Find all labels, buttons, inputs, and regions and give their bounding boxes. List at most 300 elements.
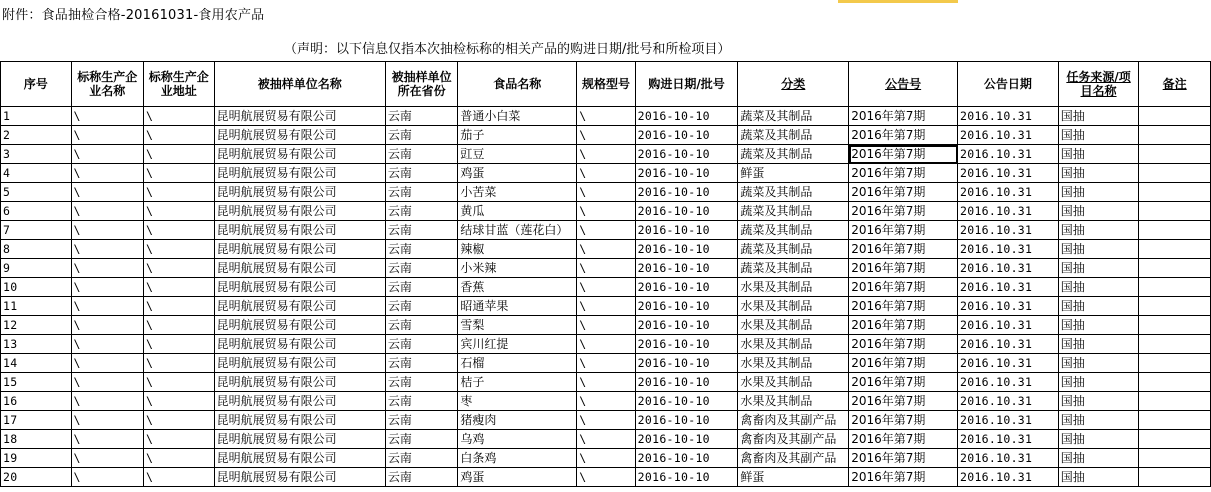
cell-task-source[interactable]: 国抽 xyxy=(1058,392,1139,411)
cell-province[interactable]: 云南 xyxy=(385,221,458,240)
col-header-producer-name[interactable]: 标称生产企业名称 xyxy=(71,62,144,107)
cell-sampled-unit[interactable]: 昆明航展贸易有限公司 xyxy=(214,278,385,297)
cell-remarks[interactable] xyxy=(1139,183,1211,202)
cell-producer-name[interactable]: \ xyxy=(71,107,144,126)
cell-announcement-no[interactable]: 2016年第7期 xyxy=(849,202,958,221)
cell-category[interactable]: 水果及其制品 xyxy=(738,373,849,392)
table-row xyxy=(1,297,1211,316)
cell-remarks[interactable] xyxy=(1139,335,1211,354)
cell-producer-address[interactable]: \ xyxy=(144,240,215,259)
cell-spec[interactable]: \ xyxy=(577,107,635,126)
cell-category[interactable]: 鲜蛋 xyxy=(738,164,849,183)
cell-category[interactable]: 水果及其制品 xyxy=(738,354,849,373)
cell-announcement-date[interactable]: 2016.10.31 xyxy=(958,373,1059,392)
cell-date-batch[interactable]: 2016-10-10 xyxy=(635,297,738,316)
cell-producer-name[interactable]: \ xyxy=(71,297,144,316)
cell-task-source[interactable]: 国抽 xyxy=(1058,297,1139,316)
cell-province[interactable]: 云南 xyxy=(385,240,458,259)
col-header-date-batch[interactable]: 购进日期/批号 xyxy=(635,62,738,107)
cell-remarks[interactable] xyxy=(1139,221,1211,240)
cell-food-name[interactable]: 石榴 xyxy=(458,354,577,373)
cell-producer-address[interactable]: \ xyxy=(144,183,215,202)
header-row xyxy=(1,62,1211,107)
cell-producer-name[interactable]: \ xyxy=(71,411,144,430)
cell-announcement-no[interactable]: 2016年第7期 xyxy=(849,145,958,164)
cell-announcement-no[interactable]: 2016年第7期 xyxy=(849,164,958,183)
cell-spec[interactable]: \ xyxy=(577,259,635,278)
cell-index[interactable]: 8 xyxy=(1,240,72,259)
category-header-text: 分类 xyxy=(781,77,806,91)
cell-remarks[interactable] xyxy=(1139,278,1211,297)
cell-date-batch[interactable]: 2016-10-10 xyxy=(635,278,738,297)
cell-index[interactable]: 18 xyxy=(1,430,72,449)
cell-food-name[interactable]: 桔子 xyxy=(458,373,577,392)
cell-date-batch[interactable]: 2016-10-10 xyxy=(635,145,738,164)
cell-announcement-no[interactable]: 2016年第7期 xyxy=(849,297,958,316)
table-row xyxy=(1,449,1211,468)
cell-producer-name[interactable]: \ xyxy=(71,392,144,411)
cell-sampled-unit[interactable]: 昆明航展贸易有限公司 xyxy=(214,373,385,392)
cell-date-batch[interactable]: 2016-10-10 xyxy=(635,373,738,392)
cell-remarks[interactable] xyxy=(1139,240,1211,259)
header-accent-strip xyxy=(838,0,958,3)
cell-task-source[interactable]: 国抽 xyxy=(1058,126,1139,145)
table-row xyxy=(1,468,1211,487)
table-row xyxy=(1,411,1211,430)
cell-date-batch[interactable]: 2016-10-10 xyxy=(635,259,738,278)
table-row xyxy=(1,354,1211,373)
col-header-province[interactable]: 被抽样单位所在省份 xyxy=(385,62,458,107)
cell-announcement-no[interactable]: 2016年第7期 xyxy=(849,316,958,335)
cell-date-batch[interactable]: 2016-10-10 xyxy=(635,392,738,411)
cell-food-name[interactable]: 雪梨 xyxy=(458,316,577,335)
cell-category[interactable]: 蔬菜及其制品 xyxy=(738,202,849,221)
cell-producer-name[interactable]: \ xyxy=(71,183,144,202)
cell-date-batch[interactable]: 2016-10-10 xyxy=(635,183,738,202)
cell-index[interactable]: 10 xyxy=(1,278,72,297)
cell-producer-address[interactable]: \ xyxy=(144,202,215,221)
cell-producer-name[interactable]: \ xyxy=(71,335,144,354)
table-row xyxy=(1,145,1211,164)
cell-food-name[interactable]: 黄瓜 xyxy=(458,202,577,221)
cell-category[interactable]: 蔬菜及其制品 xyxy=(738,240,849,259)
cell-announcement-no[interactable]: 2016年第7期 xyxy=(849,392,958,411)
cell-food-name[interactable]: 枣 xyxy=(458,392,577,411)
cell-index[interactable]: 19 xyxy=(1,449,72,468)
cell-remarks[interactable] xyxy=(1139,316,1211,335)
cell-announcement-date[interactable]: 2016.10.31 xyxy=(958,278,1059,297)
cell-remarks[interactable] xyxy=(1139,449,1211,468)
cell-province[interactable]: 云南 xyxy=(385,354,458,373)
cell-announcement-date[interactable]: 2016.10.31 xyxy=(958,259,1059,278)
cell-sampled-unit[interactable]: 昆明航展贸易有限公司 xyxy=(214,354,385,373)
cell-producer-name[interactable]: \ xyxy=(71,373,144,392)
cell-food-name[interactable]: 昭通苹果 xyxy=(458,297,577,316)
cell-index[interactable]: 13 xyxy=(1,335,72,354)
cell-task-source[interactable]: 国抽 xyxy=(1058,316,1139,335)
cell-remarks[interactable] xyxy=(1139,202,1211,221)
cell-sampled-unit[interactable]: 昆明航展贸易有限公司 xyxy=(214,392,385,411)
col-header-category[interactable] xyxy=(738,62,849,107)
cell-province[interactable]: 云南 xyxy=(385,449,458,468)
cell-remarks[interactable] xyxy=(1139,164,1211,183)
cell-sampled-unit[interactable]: 昆明航展贸易有限公司 xyxy=(214,107,385,126)
cell-date-batch[interactable]: 2016-10-10 xyxy=(635,430,738,449)
cell-sampled-unit[interactable]: 昆明航展贸易有限公司 xyxy=(214,126,385,145)
cell-date-batch[interactable]: 2016-10-10 xyxy=(635,240,738,259)
cell-task-source[interactable]: 国抽 xyxy=(1058,221,1139,240)
cell-sampled-unit[interactable]: 昆明航展贸易有限公司 xyxy=(214,202,385,221)
cell-food-name[interactable]: 普通小白菜 xyxy=(458,107,577,126)
cell-category[interactable]: 蔬菜及其制品 xyxy=(738,145,849,164)
table-row xyxy=(1,373,1211,392)
cell-date-batch[interactable]: 2016-10-10 xyxy=(635,335,738,354)
cell-producer-name[interactable]: \ xyxy=(71,202,144,221)
cell-announcement-date[interactable]: 2016.10.31 xyxy=(958,449,1059,468)
cell-spec[interactable]: \ xyxy=(577,221,635,240)
cell-announcement-date[interactable]: 2016.10.31 xyxy=(958,126,1059,145)
cell-index[interactable]: 7 xyxy=(1,221,72,240)
cell-index[interactable]: 9 xyxy=(1,259,72,278)
cell-province[interactable]: 云南 xyxy=(385,183,458,202)
cell-producer-address[interactable]: \ xyxy=(144,373,215,392)
remarks-header-text: 备注 xyxy=(1162,77,1187,91)
cell-spec[interactable]: \ xyxy=(577,449,635,468)
cell-task-source[interactable]: 国抽 xyxy=(1058,164,1139,183)
cell-task-source[interactable]: 国抽 xyxy=(1058,335,1139,354)
cell-food-name[interactable]: 结球甘蓝（莲花白） xyxy=(458,221,577,240)
cell-index[interactable]: 4 xyxy=(1,164,72,183)
cell-province[interactable]: 云南 xyxy=(385,430,458,449)
cell-task-source[interactable]: 国抽 xyxy=(1058,411,1139,430)
cell-remarks[interactable] xyxy=(1139,259,1211,278)
cell-announcement-no[interactable]: 2016年第7期 xyxy=(849,373,958,392)
cell-sampled-unit[interactable]: 昆明航展贸易有限公司 xyxy=(214,221,385,240)
cell-spec[interactable]: \ xyxy=(577,430,635,449)
cell-producer-address[interactable]: \ xyxy=(144,468,215,487)
cell-announcement-no[interactable]: 2016年第7期 xyxy=(849,183,958,202)
col-header-spec[interactable]: 规格型号 xyxy=(577,62,635,107)
cell-index[interactable]: 5 xyxy=(1,183,72,202)
table-row xyxy=(1,259,1211,278)
cell-producer-name[interactable]: \ xyxy=(71,354,144,373)
cell-date-batch[interactable]: 2016-10-10 xyxy=(635,354,738,373)
col-header-announcement-date[interactable]: 公告日期 xyxy=(958,62,1059,107)
cell-announcement-date[interactable]: 2016.10.31 xyxy=(958,202,1059,221)
cell-producer-name[interactable]: \ xyxy=(71,221,144,240)
cell-sampled-unit[interactable]: 昆明航展贸易有限公司 xyxy=(214,183,385,202)
cell-province[interactable]: 云南 xyxy=(385,373,458,392)
cell-category[interactable]: 蔬菜及其制品 xyxy=(738,183,849,202)
cell-producer-address[interactable]: \ xyxy=(144,126,215,145)
cell-date-batch[interactable]: 2016-10-10 xyxy=(635,316,738,335)
cell-province[interactable]: 云南 xyxy=(385,145,458,164)
cell-sampled-unit[interactable]: 昆明航展贸易有限公司 xyxy=(214,145,385,164)
table-row xyxy=(1,202,1211,221)
cell-producer-name[interactable]: \ xyxy=(71,259,144,278)
cell-announcement-no[interactable]: 2016年第7期 xyxy=(849,259,958,278)
col-header-remarks[interactable] xyxy=(1139,62,1211,107)
cell-spec[interactable]: \ xyxy=(577,316,635,335)
cell-announcement-no[interactable]: 2016年第7期 xyxy=(849,468,958,487)
cell-task-source[interactable]: 国抽 xyxy=(1058,373,1139,392)
task-source-header-text: 任务来源/项目名称 xyxy=(1066,70,1131,98)
cell-remarks[interactable] xyxy=(1139,126,1211,145)
cell-food-name[interactable]: 茄子 xyxy=(458,126,577,145)
cell-province[interactable]: 云南 xyxy=(385,278,458,297)
cell-food-name[interactable]: 猪瘦肉 xyxy=(458,411,577,430)
cell-sampled-unit[interactable]: 昆明航展贸易有限公司 xyxy=(214,430,385,449)
cell-producer-address[interactable]: \ xyxy=(144,430,215,449)
cell-producer-name[interactable]: \ xyxy=(71,449,144,468)
cell-announcement-date[interactable]: 2016.10.31 xyxy=(958,335,1059,354)
cell-remarks[interactable] xyxy=(1139,392,1211,411)
cell-producer-address[interactable]: \ xyxy=(144,145,215,164)
table-row xyxy=(1,316,1211,335)
cell-spec[interactable]: \ xyxy=(577,278,635,297)
cell-food-name[interactable]: 辣椒 xyxy=(458,240,577,259)
cell-announcement-date[interactable]: 2016.10.31 xyxy=(958,468,1059,487)
cell-date-batch[interactable]: 2016-10-10 xyxy=(635,202,738,221)
cell-spec[interactable]: \ xyxy=(577,183,635,202)
cell-index[interactable]: 6 xyxy=(1,202,72,221)
cell-date-batch[interactable]: 2016-10-10 xyxy=(635,126,738,145)
cell-spec[interactable]: \ xyxy=(577,145,635,164)
cell-food-name[interactable]: 乌鸡 xyxy=(458,430,577,449)
cell-producer-address[interactable]: \ xyxy=(144,392,215,411)
col-header-index[interactable]: 序号 xyxy=(1,62,72,107)
cell-remarks[interactable] xyxy=(1139,107,1211,126)
cell-category[interactable]: 水果及其制品 xyxy=(738,316,849,335)
cell-spec[interactable]: \ xyxy=(577,468,635,487)
cell-index[interactable]: 12 xyxy=(1,316,72,335)
cell-index[interactable]: 20 xyxy=(1,468,72,487)
cell-category[interactable]: 蔬菜及其制品 xyxy=(738,107,849,126)
cell-province[interactable]: 云南 xyxy=(385,107,458,126)
cell-category[interactable]: 鲜蛋 xyxy=(738,468,849,487)
cell-index[interactable]: 16 xyxy=(1,392,72,411)
cell-task-source[interactable]: 国抽 xyxy=(1058,259,1139,278)
cell-date-batch[interactable]: 2016-10-10 xyxy=(635,164,738,183)
cell-category[interactable]: 蔬菜及其制品 xyxy=(738,259,849,278)
cell-index[interactable]: 15 xyxy=(1,373,72,392)
cell-remarks[interactable] xyxy=(1139,411,1211,430)
cell-spec[interactable]: \ xyxy=(577,335,635,354)
table-row xyxy=(1,164,1211,183)
cell-producer-name[interactable]: \ xyxy=(71,145,144,164)
cell-category[interactable]: 水果及其制品 xyxy=(738,392,849,411)
cell-food-name[interactable]: 鸡蛋 xyxy=(458,468,577,487)
cell-remarks[interactable] xyxy=(1139,297,1211,316)
cell-announcement-no[interactable]: 2016年第7期 xyxy=(849,430,958,449)
cell-province[interactable]: 云南 xyxy=(385,411,458,430)
cell-province[interactable]: 云南 xyxy=(385,164,458,183)
col-header-announcement-no[interactable] xyxy=(849,62,958,107)
cell-spec[interactable]: \ xyxy=(577,202,635,221)
table-body xyxy=(1,107,1211,487)
cell-task-source[interactable]: 国抽 xyxy=(1058,240,1139,259)
cell-sampled-unit[interactable]: 昆明航展贸易有限公司 xyxy=(214,240,385,259)
cell-date-batch[interactable]: 2016-10-10 xyxy=(635,411,738,430)
cell-food-name[interactable]: 鸡蛋 xyxy=(458,164,577,183)
cell-announcement-date[interactable]: 2016.10.31 xyxy=(958,392,1059,411)
cell-producer-address[interactable]: \ xyxy=(144,335,215,354)
cell-date-batch[interactable]: 2016-10-10 xyxy=(635,107,738,126)
cell-task-source[interactable]: 国抽 xyxy=(1058,468,1139,487)
cell-producer-name[interactable]: \ xyxy=(71,468,144,487)
cell-index[interactable]: 2 xyxy=(1,126,72,145)
cell-announcement-no[interactable]: 2016年第7期 xyxy=(849,449,958,468)
table-row xyxy=(1,183,1211,202)
table-row xyxy=(1,392,1211,411)
cell-category[interactable]: 水果及其制品 xyxy=(738,278,849,297)
cell-task-source[interactable]: 国抽 xyxy=(1058,145,1139,164)
col-header-food-name[interactable]: 食品名称 xyxy=(458,62,577,107)
cell-province[interactable]: 云南 xyxy=(385,126,458,145)
table-row xyxy=(1,221,1211,240)
cell-food-name[interactable]: 宾川红提 xyxy=(458,335,577,354)
cell-province[interactable]: 云南 xyxy=(385,468,458,487)
cell-food-name[interactable]: 小米辣 xyxy=(458,259,577,278)
cell-producer-name[interactable]: \ xyxy=(71,278,144,297)
cell-food-name[interactable]: 小苦菜 xyxy=(458,183,577,202)
cell-index[interactable]: 14 xyxy=(1,354,72,373)
cell-producer-name[interactable]: \ xyxy=(71,126,144,145)
cell-task-source[interactable]: 国抽 xyxy=(1058,183,1139,202)
cell-index[interactable]: 3 xyxy=(1,145,72,164)
cell-announcement-date[interactable]: 2016.10.31 xyxy=(958,411,1059,430)
cell-category[interactable]: 蔬菜及其制品 xyxy=(738,221,849,240)
cell-announcement-date[interactable]: 2016.10.31 xyxy=(958,183,1059,202)
announcement-header-text: 公告号 xyxy=(885,77,922,91)
cell-producer-address[interactable]: \ xyxy=(144,259,215,278)
col-header-task-source[interactable] xyxy=(1058,62,1139,107)
cell-spec[interactable]: \ xyxy=(577,411,635,430)
cell-producer-address[interactable]: \ xyxy=(144,297,215,316)
cell-announcement-date[interactable]: 2016.10.31 xyxy=(958,164,1059,183)
cell-producer-address[interactable]: \ xyxy=(144,354,215,373)
cell-province[interactable]: 云南 xyxy=(385,316,458,335)
cell-province[interactable]: 云南 xyxy=(385,392,458,411)
cell-producer-name[interactable]: \ xyxy=(71,240,144,259)
cell-category[interactable]: 水果及其制品 xyxy=(738,297,849,316)
cell-remarks[interactable] xyxy=(1139,354,1211,373)
cell-announcement-date[interactable]: 2016.10.31 xyxy=(958,297,1059,316)
cell-announcement-no[interactable]: 2016年第7期 xyxy=(849,107,958,126)
cell-sampled-unit[interactable]: 昆明航展贸易有限公司 xyxy=(214,316,385,335)
cell-category[interactable]: 禽畜肉及其副产品 xyxy=(738,449,849,468)
cell-category[interactable]: 禽畜肉及其副产品 xyxy=(738,430,849,449)
table-row xyxy=(1,107,1211,126)
cell-announcement-date[interactable]: 2016.10.31 xyxy=(958,240,1059,259)
cell-producer-address[interactable]: \ xyxy=(144,164,215,183)
cell-announcement-no[interactable]: 2016年第7期 xyxy=(849,411,958,430)
cell-spec[interactable]: \ xyxy=(577,297,635,316)
cell-date-batch[interactable]: 2016-10-10 xyxy=(635,221,738,240)
table-row xyxy=(1,335,1211,354)
cell-task-source[interactable]: 国抽 xyxy=(1058,449,1139,468)
cell-producer-address[interactable]: \ xyxy=(144,107,215,126)
cell-sampled-unit[interactable]: 昆明航展贸易有限公司 xyxy=(214,297,385,316)
cell-food-name[interactable]: 香蕉 xyxy=(458,278,577,297)
cell-announcement-date[interactable]: 2016.10.31 xyxy=(958,354,1059,373)
cell-sampled-unit[interactable]: 昆明航展贸易有限公司 xyxy=(214,411,385,430)
cell-category[interactable]: 水果及其制品 xyxy=(738,335,849,354)
cell-remarks[interactable] xyxy=(1139,145,1211,164)
cell-date-batch[interactable]: 2016-10-10 xyxy=(635,449,738,468)
cell-spec[interactable]: \ xyxy=(577,392,635,411)
cell-sampled-unit[interactable]: 昆明航展贸易有限公司 xyxy=(214,164,385,183)
cell-announcement-date[interactable]: 2016.10.31 xyxy=(958,316,1059,335)
cell-spec[interactable]: \ xyxy=(577,373,635,392)
cell-task-source[interactable]: 国抽 xyxy=(1058,202,1139,221)
cell-sampled-unit[interactable]: 昆明航展贸易有限公司 xyxy=(214,259,385,278)
cell-category[interactable]: 蔬菜及其制品 xyxy=(738,126,849,145)
cell-announcement-no[interactable]: 2016年第7期 xyxy=(849,240,958,259)
document-title: 附件：食品抽检合格-20161031-食用农产品 xyxy=(2,8,265,23)
col-header-sampled-unit[interactable]: 被抽样单位名称 xyxy=(214,62,385,107)
cell-spec[interactable]: \ xyxy=(577,240,635,259)
cell-category[interactable]: 禽畜肉及其副产品 xyxy=(738,411,849,430)
cell-remarks[interactable] xyxy=(1139,430,1211,449)
cell-announcement-no[interactable]: 2016年第7期 xyxy=(849,221,958,240)
cell-announcement-no[interactable]: 2016年第7期 xyxy=(849,354,958,373)
cell-index[interactable]: 1 xyxy=(1,107,72,126)
cell-producer-name[interactable]: \ xyxy=(71,164,144,183)
cell-task-source[interactable]: 国抽 xyxy=(1058,107,1139,126)
cell-producer-name[interactable]: \ xyxy=(71,430,144,449)
cell-food-name[interactable]: 白条鸡 xyxy=(458,449,577,468)
cell-sampled-unit[interactable]: 昆明航展贸易有限公司 xyxy=(214,449,385,468)
cell-producer-name[interactable]: \ xyxy=(71,316,144,335)
cell-announcement-date[interactable]: 2016.10.31 xyxy=(958,430,1059,449)
cell-announcement-date[interactable]: 2016.10.31 xyxy=(958,145,1059,164)
cell-task-source[interactable]: 国抽 xyxy=(1058,278,1139,297)
cell-producer-address[interactable]: \ xyxy=(144,278,215,297)
cell-task-source[interactable]: 国抽 xyxy=(1058,354,1139,373)
col-header-producer-address[interactable]: 标称生产企业地址 xyxy=(144,62,215,107)
cell-producer-address[interactable]: \ xyxy=(144,316,215,335)
cell-index[interactable]: 11 xyxy=(1,297,72,316)
cell-spec[interactable]: \ xyxy=(577,164,635,183)
cell-announcement-date[interactable]: 2016.10.31 xyxy=(958,221,1059,240)
cell-announcement-no[interactable]: 2016年第7期 xyxy=(849,126,958,145)
cell-remarks[interactable] xyxy=(1139,468,1211,487)
cell-producer-address[interactable]: \ xyxy=(144,411,215,430)
cell-province[interactable]: 云南 xyxy=(385,335,458,354)
cell-spec[interactable]: \ xyxy=(577,126,635,145)
cell-date-batch[interactable]: 2016-10-10 xyxy=(635,468,738,487)
cell-task-source[interactable]: 国抽 xyxy=(1058,430,1139,449)
table-row xyxy=(1,278,1211,297)
cell-province[interactable]: 云南 xyxy=(385,202,458,221)
cell-producer-address[interactable]: \ xyxy=(144,221,215,240)
cell-sampled-unit[interactable]: 昆明航展贸易有限公司 xyxy=(214,468,385,487)
cell-spec[interactable]: \ xyxy=(577,354,635,373)
cell-sampled-unit[interactable]: 昆明航展贸易有限公司 xyxy=(214,335,385,354)
cell-announcement-no[interactable]: 2016年第7期 xyxy=(849,335,958,354)
cell-province[interactable]: 云南 xyxy=(385,259,458,278)
results-table xyxy=(0,61,1211,487)
cell-province[interactable]: 云南 xyxy=(385,297,458,316)
cell-announcement-no[interactable]: 2016年第7期 xyxy=(849,278,958,297)
cell-food-name[interactable]: 豇豆 xyxy=(458,145,577,164)
cell-announcement-date[interactable]: 2016.10.31 xyxy=(958,107,1059,126)
cell-index[interactable]: 17 xyxy=(1,411,72,430)
cell-producer-address[interactable]: \ xyxy=(144,449,215,468)
statement-text: （声明：以下信息仅指本次抽检标称的相关产品的购进日期/批号和所检项目） xyxy=(284,42,731,57)
cell-remarks[interactable] xyxy=(1139,373,1211,392)
